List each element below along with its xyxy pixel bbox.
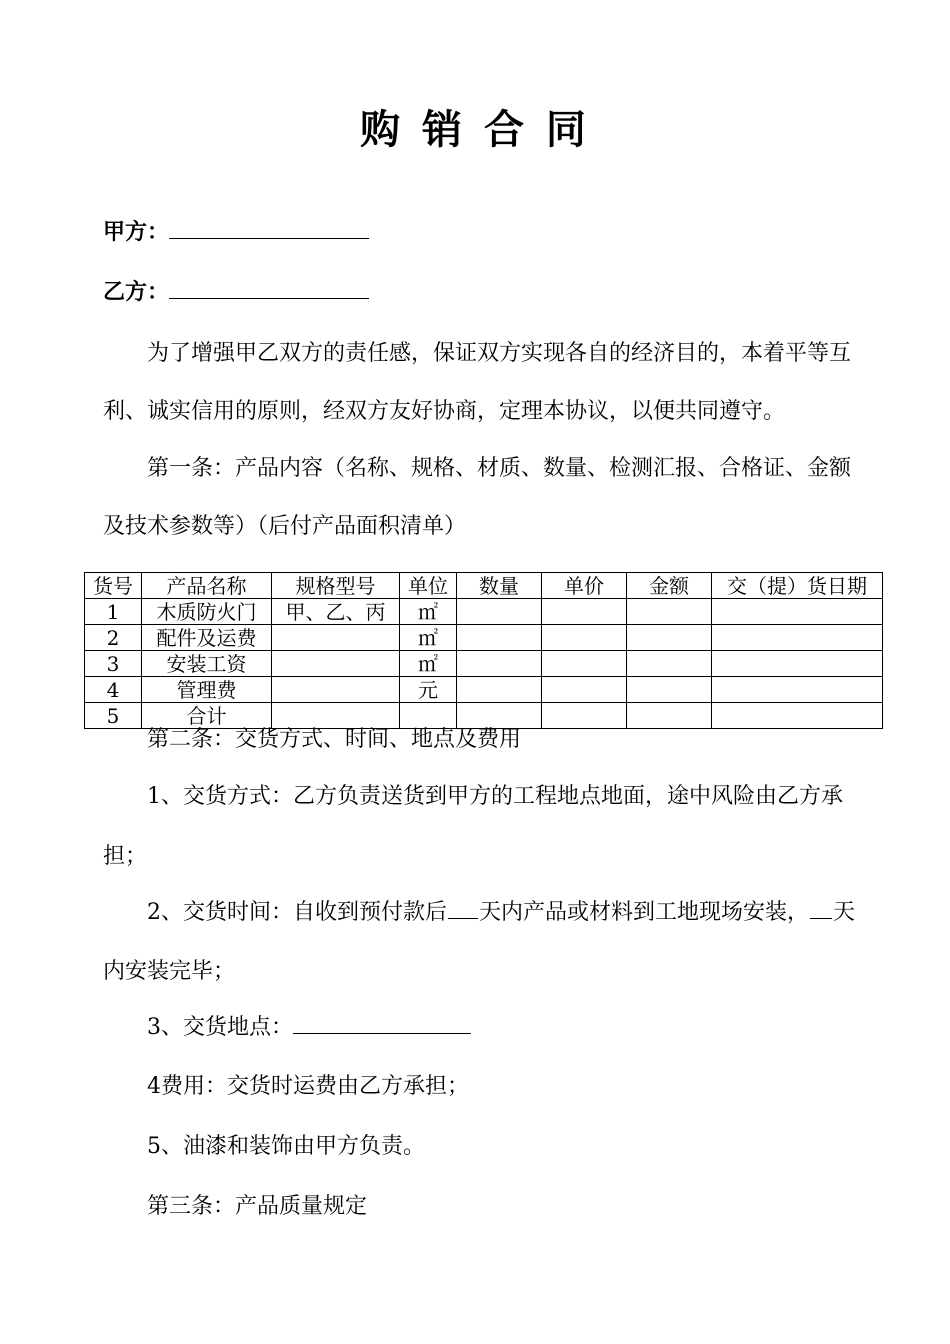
cell-item-no: 4 <box>85 677 142 703</box>
party-a-line <box>103 218 369 248</box>
cell-delivery-date <box>712 703 883 729</box>
item2-text-part1: 2、交货时间：自收到预付款后 <box>147 900 447 925</box>
cell-quantity <box>457 599 542 625</box>
header-amount: 金额 <box>627 573 712 599</box>
cell-delivery-date <box>712 677 883 703</box>
article2-item5: 5、油漆和装饰由甲方负责。 <box>147 1134 425 1159</box>
cell-product-name: 管理费 <box>142 677 272 703</box>
article2-item1-line-1: 1、交货方式：乙方负责送货到甲方的工程地点地面，途中风险由乙方承 <box>147 784 843 809</box>
cell-unit-price <box>542 677 627 703</box>
party-b-label: 乙方： <box>103 280 170 305</box>
cell-unit: ㎡ <box>400 651 457 677</box>
table-header-row <box>85 573 883 599</box>
cell-unit: ㎡ <box>400 599 457 625</box>
product-table <box>84 572 883 729</box>
header-quantity: 数量 <box>457 573 542 599</box>
article1-line-1: 第一条：产品内容（名称、规格、材质、数量、检测汇报、合格证、金额 <box>147 456 852 481</box>
days-to-delivery-blank <box>448 917 478 919</box>
header-product-name: 产品名称 <box>142 573 272 599</box>
article3-heading: 第三条：产品质量规定 <box>147 1194 368 1219</box>
header-item-no: 货号 <box>85 573 142 599</box>
cell-amount <box>627 677 712 703</box>
cell-product-name: 合计 <box>142 703 272 729</box>
cell-amount <box>627 651 712 677</box>
cell-quantity <box>457 677 542 703</box>
cell-item-no: 1 <box>85 599 142 625</box>
table-row <box>85 625 883 651</box>
cell-quantity <box>457 625 542 651</box>
preamble-line-1: 为了增强甲乙双方的责任感，保证双方实现各自的经济目的，本着平等互 <box>147 341 852 366</box>
cell-product-name: 木质防火门 <box>142 599 272 625</box>
cell-item-no: 3 <box>85 651 142 677</box>
table-row <box>85 677 883 703</box>
delivery-place-blank <box>293 1032 471 1034</box>
days-to-install-blank <box>810 917 832 919</box>
cell-delivery-date <box>712 651 883 677</box>
cell-spec-model <box>272 677 400 703</box>
party-a-blank <box>169 237 369 239</box>
article2-item2-line-2: 内安装完毕； <box>103 959 236 984</box>
article2-item1-line-2: 担； <box>103 844 148 869</box>
cell-unit: 元 <box>400 677 457 703</box>
cell-delivery-date <box>712 599 883 625</box>
item2-text-part2: 天内产品或材料到工地现场安装， <box>479 900 810 925</box>
cell-unit-price <box>542 625 627 651</box>
party-a-label: 甲方： <box>103 220 170 245</box>
party-b-blank <box>169 297 369 299</box>
article2-item3-line <box>147 1013 471 1043</box>
cell-amount <box>627 599 712 625</box>
cell-item-no: 5 <box>85 703 142 729</box>
cell-spec-model <box>272 651 400 677</box>
contract-title: 购 销 合 同 <box>360 106 590 153</box>
article2-heading: 第二条：交货方式、时间、地点及费用 <box>147 727 522 752</box>
cell-delivery-date <box>712 625 883 651</box>
cell-unit: ㎡ <box>400 625 457 651</box>
header-unit-price: 单价 <box>542 573 627 599</box>
party-b-line <box>103 278 369 308</box>
cell-product-name: 安装工资 <box>142 651 272 677</box>
cell-unit-price <box>542 703 627 729</box>
item2-text-part3: 天 <box>833 900 856 925</box>
cell-product-name: 配件及运费 <box>142 625 272 651</box>
preamble-line-2: 利、诚实信用的原则，经双方友好协商，定理本协议，以便共同遵守。 <box>103 399 786 424</box>
article2-item4: 4费用：交货时运费由乙方承担； <box>147 1074 469 1099</box>
header-spec-model: 规格型号 <box>272 573 400 599</box>
cell-item-no: 2 <box>85 625 142 651</box>
cell-amount <box>627 625 712 651</box>
article2-item2-line-1 <box>147 898 855 928</box>
cell-spec-model: 甲、乙、丙 <box>272 599 400 625</box>
cell-amount <box>627 703 712 729</box>
cell-spec-model <box>272 625 400 651</box>
cell-unit-price <box>542 599 627 625</box>
delivery-place-label: 3、交货地点： <box>147 1015 293 1040</box>
header-delivery-date: 交（提）货日期 <box>712 573 883 599</box>
cell-unit-price <box>542 651 627 677</box>
table-row <box>85 599 883 625</box>
header-unit: 单位 <box>400 573 457 599</box>
article1-line-2: 及技术参数等）（后付产品面积清单） <box>103 514 467 539</box>
cell-quantity <box>457 651 542 677</box>
table-row <box>85 651 883 677</box>
